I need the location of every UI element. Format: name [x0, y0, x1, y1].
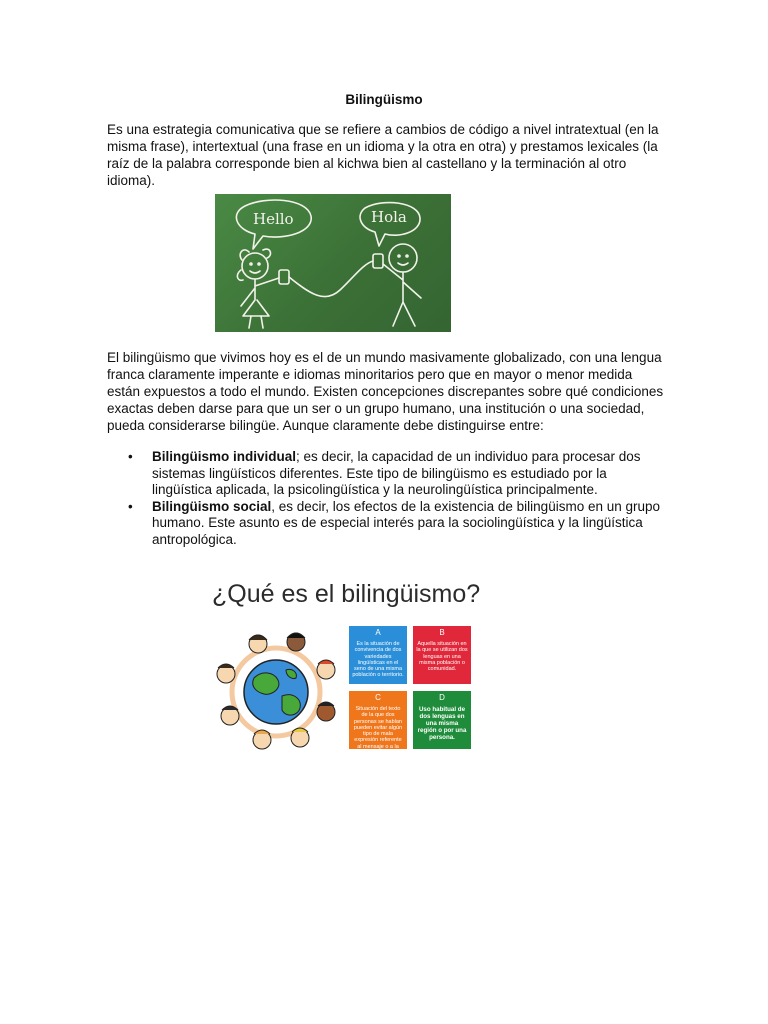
bubble-hola-text: Hola	[371, 208, 407, 226]
bilingualism-quiz-image	[204, 560, 484, 772]
list-item-social	[107, 499, 667, 549]
card-text: Uso habitual de dos lenguas en una misma región o por una persona.	[417, 706, 467, 741]
definition-individual: ; es decir, la capacidad de un individuo para procesar dos sistemas lingüísticos diferentes. Este tipo de bilingüismo es estudiado por la lingüística aplicada, la psicolingüística y la neurolingüística principalmente.	[152, 449, 641, 497]
globalization-paragraph: El bilingüismo que vivimos hoy es el de un mundo masivamente globalizado, con una lengua franca claramente imperante e idiomas minoritarios pero que en mayor o menor medida están expuestos a todo el mundo. Existen concepciones discrepantes sobre qué condiciones exactas deben darse para que un ser o un grupo humano, una institución o una sociedad, pueda considerarse bilingüe. Aunque claramente debe distinguirse entre:	[107, 350, 664, 433]
card-text: Situación del texto de la que dos personas se hablan pueden evitar algún tipo de mala expresión referente al mensaje o a la propia persona.	[353, 706, 403, 757]
quiz-title: ¿Qué es el bilingüismo?	[212, 580, 481, 608]
card-letter: D	[439, 693, 445, 702]
bilingualism-types-list	[107, 449, 667, 548]
answer-card-b	[413, 626, 471, 684]
globe-with-faces-illustration	[212, 626, 340, 754]
card-letter: B	[439, 628, 445, 637]
bullet: •	[128, 449, 133, 464]
bubble-hello-text: Hello	[253, 210, 294, 228]
chalkboard-image	[215, 194, 451, 332]
answer-card-c	[349, 691, 407, 757]
card-text: Aquella situación en la que se utilizan dos lenguas en una misma población o comunidad.	[416, 641, 468, 673]
card-text: Es la situación de convivencia de dos variedades lingüísticas en el seno de una misma población o territorio.	[352, 641, 404, 679]
document-title: Bilingüismo	[345, 92, 423, 107]
definition-social: , es decir, los efectos de la existencia de bilingüismo en un grupo humano. Este asunto es de especial interés para la sociolingüística y la lingüística antropológica.	[152, 498, 661, 547]
answer-card-d	[413, 691, 471, 749]
term-individual: Bilingüismo individual	[152, 449, 297, 464]
intro-paragraph: Es una estrategia comunicativa que se refiere a cambios de código a nivel intratextual (en la misma frase), intertextual (una frase en un idioma y la otra en otra) y prestamos lexicales (la raíz de la palabra corresponde bien al kichwa bien al castellano y la terminación al otro idioma).	[107, 122, 659, 188]
answer-card-a	[349, 626, 407, 684]
list-item-individual	[107, 449, 667, 499]
card-letter: C	[375, 693, 381, 702]
card-letter: A	[375, 628, 381, 637]
term-social: Bilingüismo social	[152, 498, 272, 514]
bullet: •	[128, 498, 133, 514]
